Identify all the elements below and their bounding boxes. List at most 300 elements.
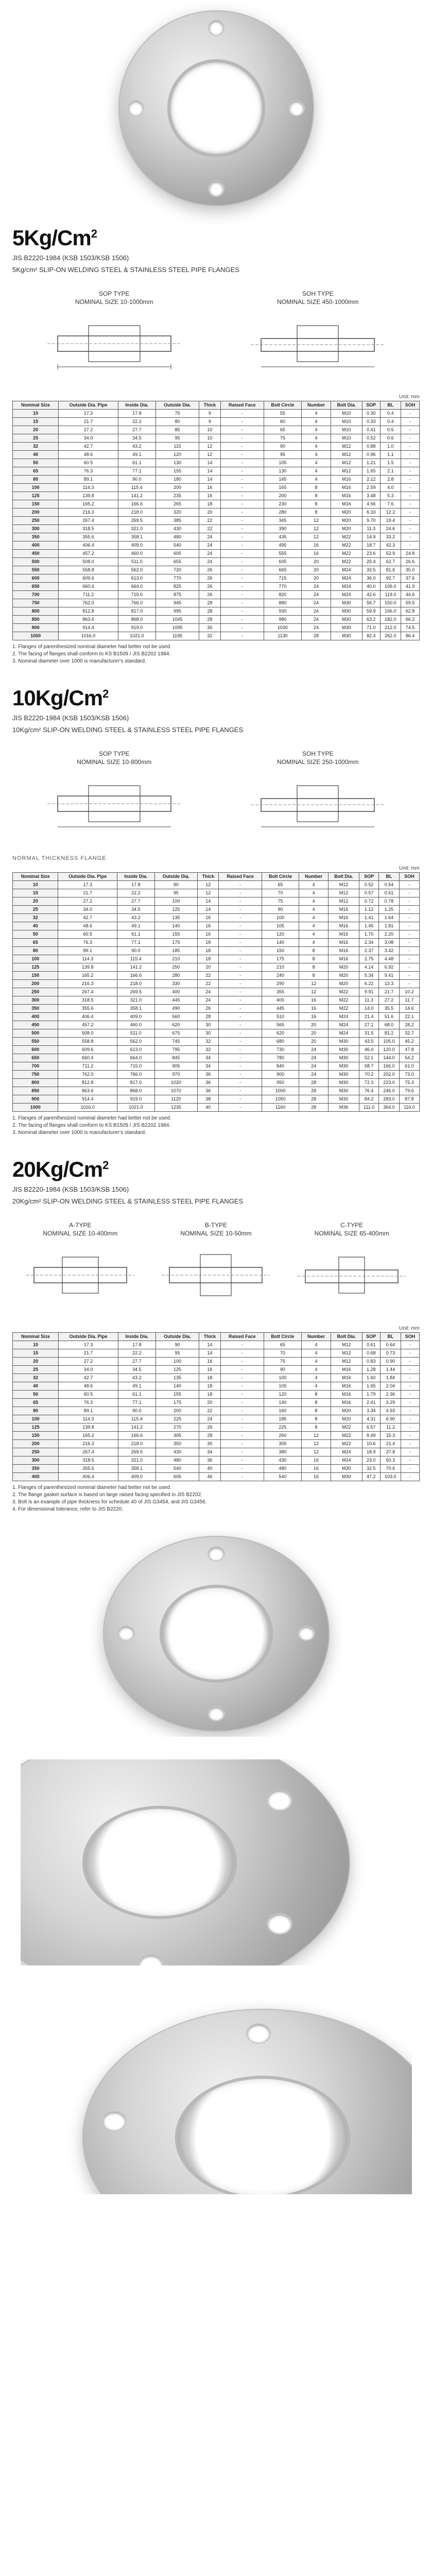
table-cell: 72.3 (359, 1079, 379, 1087)
diagram-range-label: NOMINAL SIZE 65-400mm (314, 1230, 389, 1237)
table-cell: 3.34 (362, 1407, 380, 1415)
table-cell: - (401, 443, 420, 451)
table-cell: - (220, 1456, 264, 1465)
table-cell: 0.68 (362, 1349, 380, 1358)
diagram-type-label: A-TYPE (69, 1222, 92, 1229)
table-cell: - (220, 1473, 264, 1481)
description-text: 10Kg/cm² SLIP-ON WELDING STEEL & STAINLESS STEEL PIPE FLANGES (12, 726, 244, 734)
table-cell: 16 (301, 1473, 331, 1481)
table-cell: - (219, 1062, 262, 1071)
table-header-cell: Outside Dia. (155, 1333, 199, 1341)
table-cell: 605 (155, 1473, 199, 1481)
table-cell: 270 (155, 1423, 199, 1432)
table-cell: M22 (328, 996, 359, 1005)
table-cell: - (400, 947, 420, 955)
table-cell: M12 (331, 467, 362, 476)
table-cell: 54.2 (400, 1054, 420, 1062)
table-header-cell: Outside Dia. (155, 401, 199, 410)
table-cell: 25 (13, 434, 59, 443)
table-cell: 2.12 (362, 476, 380, 484)
table-cell: - (401, 426, 420, 434)
table-row (13, 599, 420, 607)
table-cell: M16 (328, 906, 359, 914)
table-cell: 4 (301, 1341, 331, 1349)
table-cell: 34 (199, 1448, 221, 1456)
table-cell: - (220, 599, 264, 607)
diagram-drawing (240, 310, 395, 387)
table-row (13, 1046, 420, 1054)
table-cell: M24 (328, 1013, 359, 1021)
table-cell: - (219, 972, 262, 980)
diagram-drawing (19, 1242, 142, 1319)
table-cell: 37.6 (401, 574, 420, 583)
table-cell: - (400, 963, 420, 972)
flange-image (82, 2009, 412, 2194)
table-cell: 28 (301, 632, 331, 640)
table-row (13, 467, 420, 476)
table-cell: - (220, 484, 264, 492)
table-cell: 24.8 (401, 550, 420, 558)
table-cell: 27.2 (379, 996, 400, 1005)
table-cell: M24 (331, 591, 362, 599)
table-cell: 4 (301, 1349, 331, 1358)
table-row (13, 1349, 420, 1358)
table-cell: 20 (13, 426, 59, 434)
table-cell: - (219, 1054, 262, 1062)
table-cell: 490 (154, 1005, 197, 1013)
table-cell: 0.64 (380, 1341, 401, 1349)
table-cell: 380 (264, 1448, 301, 1456)
table-cell: 48.6 (59, 1382, 118, 1391)
table-header-cell: Bolt Dia. (331, 401, 362, 410)
table-cell: - (400, 939, 420, 947)
table-cell: 0.61 (362, 1341, 380, 1349)
section-title: 5Kg/Cm$^2$ (12, 226, 97, 250)
table-cell: 10 (199, 434, 221, 443)
table-cell: 32 (13, 914, 58, 922)
table-cell: 21.7 (58, 889, 117, 897)
table-cell: 16 (199, 492, 221, 500)
table-cell: 36 (198, 1071, 219, 1079)
table-cell: 1030 (264, 624, 301, 632)
table-cell: 770 (155, 574, 199, 583)
table-cell: - (400, 930, 420, 939)
table-cell: 2.59 (362, 484, 380, 492)
table-cell: 409.0 (118, 541, 155, 550)
table-header-cell: BL (380, 401, 401, 410)
table-cell: - (220, 541, 264, 550)
hero-photo (0, 0, 432, 216)
table-cell: 12 (301, 517, 331, 525)
table-row (13, 881, 420, 889)
table-cell: 22 (199, 525, 221, 533)
table-cell: 71.0 (362, 624, 380, 632)
table-cell: 730 (262, 1046, 299, 1054)
table-cell: 8.49 (362, 1432, 380, 1440)
table-cell: 10 (13, 410, 59, 418)
table-cell: 61.0 (400, 1062, 420, 1071)
table-cell: 16 (301, 541, 331, 550)
table-cell: 15.3 (380, 1432, 401, 1440)
table-cell: 4.0 (380, 484, 401, 492)
table-cell: 762.0 (58, 1071, 117, 1079)
table-cell: 358.1 (117, 1005, 155, 1013)
diagram-range-label: NOMINAL SIZE 10-800mm (77, 758, 152, 766)
table-cell: 240 (262, 972, 299, 980)
table-cell: 58.7 (359, 1062, 379, 1071)
table-row (13, 1456, 420, 1465)
table-cell: 89.1 (59, 1407, 118, 1415)
table-cell: 2.41 (362, 1399, 380, 1407)
table-cell: M30 (328, 1046, 359, 1054)
table-cell: 20 (301, 566, 331, 574)
table-row (13, 607, 420, 616)
table-cell: M24 (331, 583, 362, 591)
table-cell: 800 (13, 607, 59, 616)
table-cell: 24 (301, 591, 331, 599)
table-cell: 26 (199, 583, 221, 591)
table-cell: 2.36 (380, 1391, 401, 1399)
table-cell: - (401, 509, 420, 517)
table-cell: - (220, 1399, 264, 1407)
table-cell: 550 (13, 1038, 58, 1046)
bolt-hole (268, 1790, 291, 1810)
table-cell: M20 (328, 980, 359, 988)
table-cell: M20 (328, 963, 359, 972)
table-cell: 16 (301, 1456, 331, 1465)
table-cell: 4 (301, 443, 331, 451)
table-cell: 40 (199, 1465, 221, 1473)
table-cell: 43.2 (117, 914, 155, 922)
table-cell: M22 (331, 558, 362, 566)
table-cell: 35.0 (401, 566, 420, 574)
table-cell: - (401, 459, 420, 467)
table-cell: - (220, 1358, 264, 1366)
table-cell: - (401, 1349, 420, 1358)
table-cell: 150 (13, 1432, 59, 1440)
table-cell: 0.73 (380, 1349, 401, 1358)
table-cell: 139.8 (59, 1423, 118, 1432)
table-cell: - (401, 541, 420, 550)
table-cell: 8 (301, 509, 331, 517)
table-cell: 210 (262, 963, 299, 972)
table-cell: 185 (154, 947, 197, 955)
table-cell: 10 (199, 426, 221, 434)
table-cell: 345 (264, 517, 301, 525)
table-cell: 103.0 (380, 1473, 401, 1481)
diagram-c (290, 1221, 413, 1321)
table-cell: - (219, 914, 262, 922)
table-cell: 105 (262, 922, 299, 930)
table-cell: - (220, 550, 264, 558)
table-cell: 350 (13, 1465, 59, 1473)
table-cell: 3.29 (380, 1399, 401, 1407)
table-cell: 660.4 (58, 1054, 117, 1062)
table-cell: 445 (262, 1005, 299, 1013)
section-title: 20Kg/Cm$^2$ (12, 1157, 109, 1181)
table-cell: 350 (13, 533, 59, 541)
diagram-sop (37, 750, 192, 850)
table-cell: 500 (13, 558, 59, 566)
table-cell: - (401, 525, 420, 533)
table-cell: 24 (301, 624, 331, 632)
table-cell: 141.2 (118, 1423, 155, 1432)
bolt-hole (129, 101, 143, 115)
table-cell: 321.0 (118, 1456, 155, 1465)
table-cell: 558.8 (59, 566, 118, 574)
table-cell: - (220, 1374, 264, 1382)
table-cell: 510 (262, 1013, 299, 1021)
table-cell: 715 (264, 574, 301, 583)
description-text: 5Kg/cm² SLIP-ON WELDING STEEL & STAINLESS STEEL PIPE FLANGES (12, 266, 239, 274)
table-cell: 560 (154, 1013, 197, 1021)
table-cell: 24 (198, 988, 219, 996)
table-cell: 43.5 (359, 1038, 379, 1046)
table-cell: - (401, 1423, 420, 1432)
table-cell: 21.7 (59, 418, 118, 426)
table-cell: 90 (262, 906, 299, 914)
table-cell: 914.4 (58, 1095, 117, 1104)
table-cell: 23.6 (362, 550, 380, 558)
table-cell: 62.7 (380, 558, 401, 566)
table-cell: 9 (199, 410, 221, 418)
table-cell: - (400, 897, 420, 906)
table-cell: - (220, 1407, 264, 1415)
table-row (13, 1005, 420, 1013)
diagram-type-label: SOH TYPE (302, 290, 334, 297)
table-cell: - (401, 434, 420, 443)
table-cell: 10 (13, 1341, 59, 1349)
table-cell: 76.3 (58, 939, 117, 947)
table-cell: - (220, 533, 264, 541)
table-cell: 165.2 (59, 1432, 118, 1440)
table-cell: 11.3 (362, 525, 380, 533)
table-cell: 400 (13, 541, 59, 550)
table-cell: 60.5 (59, 459, 118, 467)
table-cell: 0.33 (362, 418, 380, 426)
table-cell: M22 (328, 988, 359, 996)
table-cell: 2.8 (380, 476, 401, 484)
bolt-hole (209, 21, 223, 35)
table-cell: 820 (264, 591, 301, 599)
table-cell: 4 (301, 459, 331, 467)
table-cell: 26 (198, 1005, 219, 1013)
table-cell: - (401, 476, 420, 484)
table-cell: 8 (299, 963, 329, 972)
table-cell: 305 (155, 1432, 199, 1440)
table-cell: 1.70 (359, 930, 379, 939)
table-cell: 28 (199, 616, 221, 624)
table-cell: 495 (264, 541, 301, 550)
table-cell: 1020 (154, 1079, 197, 1087)
table-cell: 10.2 (400, 988, 420, 996)
table-cell: 60.5 (59, 1391, 118, 1399)
table-row (13, 492, 420, 500)
table-cell: 600 (13, 574, 59, 583)
table-cell: 13.3 (379, 980, 400, 988)
table-cell: 212.0 (380, 624, 401, 632)
diagram-sop (37, 290, 192, 390)
table-row (13, 1382, 420, 1391)
table-row (13, 1013, 420, 1021)
table-cell: - (220, 418, 264, 426)
table-cell: M22 (331, 1440, 362, 1448)
table-cell: 350 (13, 1005, 58, 1013)
table-cell: 51.6 (379, 1013, 400, 1021)
table-cell: 11.7 (400, 996, 420, 1005)
bolt-hole (299, 1626, 314, 1640)
table-cell: 27.2 (58, 897, 117, 906)
table-cell: 460.0 (117, 1021, 155, 1029)
table-cell: 812.8 (59, 607, 118, 616)
table-cell: 200 (13, 980, 58, 988)
table-cell: 49.1 (118, 451, 155, 459)
table-cell: 250 (13, 988, 58, 996)
table-cell: 355.6 (58, 1005, 117, 1013)
table-cell: 175 (262, 955, 299, 963)
table-cell: 12 (301, 525, 331, 533)
table-cell: 605 (155, 550, 199, 558)
table-cell: 269.5 (117, 988, 155, 996)
table-cell: - (220, 525, 264, 533)
table-cell: M16 (328, 947, 359, 955)
table-cell: 141.2 (117, 963, 155, 972)
table-cell: M16 (331, 1391, 362, 1399)
bolt-hole (289, 101, 304, 115)
table-cell: 1160 (262, 1104, 299, 1112)
table-cell: 1.0 (380, 443, 401, 451)
standard-text: JIS B2220-1984 (KSB 1503/KSB 1506) (12, 254, 129, 262)
table-cell: 664.0 (117, 1054, 155, 1062)
table-cell: 457.2 (58, 1021, 117, 1029)
table-cell: 508.0 (58, 1029, 117, 1038)
table-cell: 216.3 (58, 980, 117, 988)
table-cell: 16 (301, 550, 331, 558)
table-cell: 63.2 (362, 616, 380, 624)
table-header-cell: Bolt Circle (264, 1333, 301, 1341)
table-cell: 1.41 (359, 914, 379, 922)
table-cell: 24 (198, 996, 219, 1005)
table-cell: 914.4 (59, 624, 118, 632)
table-cell: 111.0 (359, 1104, 379, 1112)
diagrams (12, 750, 420, 850)
table-cell: 77.1 (118, 467, 155, 476)
table-cell: 115.4 (118, 484, 155, 492)
table-cell: 880 (264, 599, 301, 607)
diagram-range-label: NOMINAL SIZE 10-400mm (43, 1230, 118, 1237)
table-cell: 223.0 (379, 1079, 400, 1087)
table-cell: 12 (199, 443, 221, 451)
table-cell: - (400, 906, 420, 914)
table-cell: 4 (301, 451, 331, 459)
table-cell: 9.70 (362, 517, 380, 525)
table-cell: 80 (13, 476, 59, 484)
table-cell: 89.1 (58, 947, 117, 955)
table-cell: 318.5 (58, 996, 117, 1005)
table-cell: M30 (331, 624, 362, 632)
table-row (13, 1038, 420, 1046)
diagram-a (19, 1221, 142, 1321)
table-cell: 120.0 (379, 1046, 400, 1054)
table-cell: 12 (299, 980, 329, 988)
table-cell: 8 (299, 972, 329, 980)
table-cell: 160 (264, 1407, 301, 1415)
table-cell: 250 (154, 963, 197, 972)
table-body (13, 881, 420, 1112)
table-cell: M10 (331, 418, 362, 426)
table-cell: 1120 (154, 1095, 197, 1104)
table-cell: - (220, 1366, 264, 1374)
table-cell: 34 (198, 1054, 219, 1062)
table-cell: 150 (13, 972, 58, 980)
table-row (13, 988, 420, 996)
table-cell: 15 (13, 1349, 59, 1358)
table-cell: - (219, 922, 262, 930)
table-cell: 37.8 (380, 1448, 401, 1456)
table-cell: 8 (301, 484, 331, 492)
table-cell: 18 (198, 955, 219, 963)
diagram-type-label: SOP TYPE (98, 290, 130, 297)
table-cell: 4 (301, 467, 331, 476)
table-cell: M12 (328, 889, 359, 897)
table-cell: 100 (13, 1415, 59, 1423)
table-cell: 450 (13, 1021, 58, 1029)
table-cell: 12 (301, 1448, 331, 1456)
table-row (13, 1341, 420, 1349)
spec-table-20kg (12, 1332, 420, 1481)
note-line: 2. The flange gasket surface is based on large raised facing specified in JIS B2202. (12, 1492, 202, 1498)
diagram-drawing (240, 770, 395, 848)
table-cell: 2.37 (359, 947, 379, 955)
table-cell: 106.0 (380, 583, 401, 591)
table-cell: 4 (301, 1358, 331, 1366)
diagram-type-label: SOP TYPE (98, 750, 130, 757)
table-row (13, 550, 420, 558)
table-cell: 8 (301, 1399, 331, 1407)
table-row (13, 889, 420, 897)
table-cell: M16 (331, 1399, 362, 1407)
table-cell: 44.6 (401, 591, 420, 599)
flange-bore (160, 1585, 273, 1683)
table-cell: 1.28 (362, 1366, 380, 1374)
table-cell: 24 (301, 583, 331, 591)
table-cell: - (401, 1456, 420, 1465)
table-cell: 61.1 (118, 459, 155, 467)
table-cell: 25.4 (362, 558, 380, 566)
table-header-cell: Raised Face (219, 873, 262, 881)
table-row (13, 1374, 420, 1382)
table-row (13, 541, 420, 550)
table-cell: - (219, 881, 262, 889)
table-cell: 680 (262, 1038, 299, 1046)
table-cell: 500 (13, 1029, 58, 1038)
table-cell: 8 (301, 492, 331, 500)
table-cell: 65 (264, 426, 301, 434)
table-cell: 27.7 (118, 426, 155, 434)
flange-image (118, 10, 314, 206)
table-row (13, 616, 420, 624)
table-cell: M20 (331, 509, 362, 517)
table-cell: 86.4 (401, 632, 420, 640)
table-row (13, 591, 420, 599)
table-cell: 18 (198, 939, 219, 947)
table-cell: 26 (199, 574, 221, 583)
table-cell: - (220, 500, 264, 509)
table-cell: 95 (155, 434, 199, 443)
notes (12, 643, 420, 665)
table-cell: - (400, 955, 420, 963)
table-cell: 40 (198, 1104, 219, 1112)
